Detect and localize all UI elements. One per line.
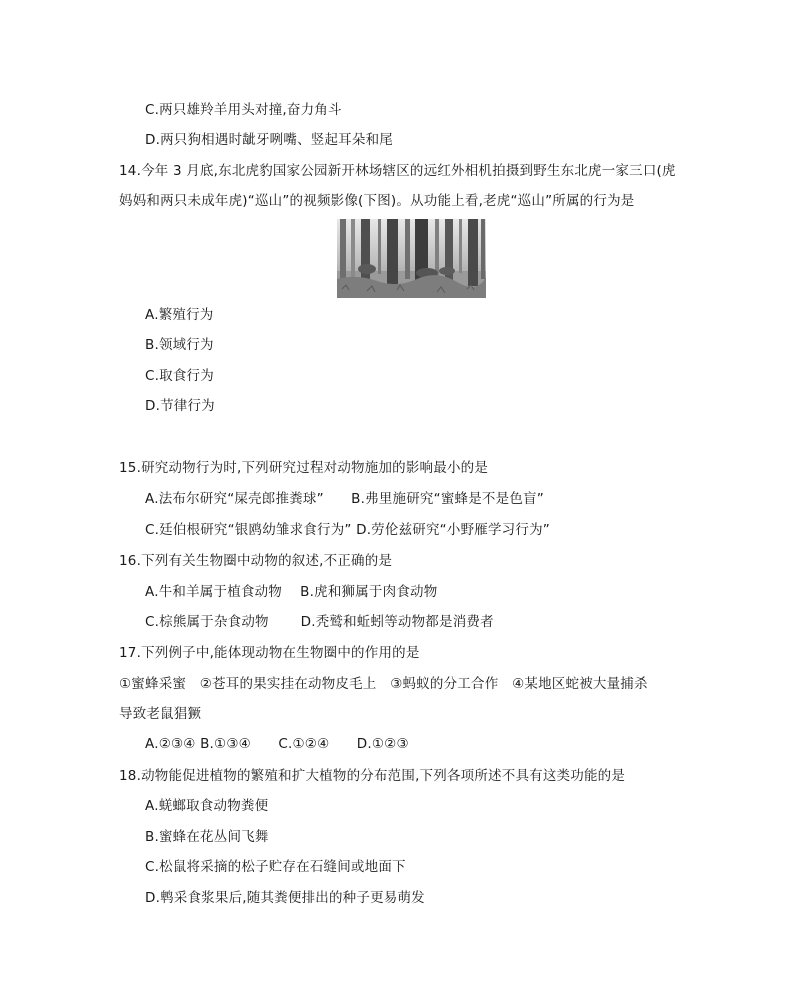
q14-option-d: D.节律行为 [145,398,215,414]
q17-stem: 17.下列例子中,能体现动物在生物圈中的作用的是 [119,645,420,661]
q16-options-cd: C.棕熊属于杂食动物 D.秃鹫和蚯蚓等动物都是消费者 [145,614,494,630]
q15-options-ab: A.法布尔研究“屎壳郎推粪球” B.弗里施研究“蜜蜂是不是色盲” [145,491,544,507]
tiger-patrol-photo [337,219,486,298]
q18-option-b: B.蜜蜂在花丛间飞舞 [145,829,269,845]
q18-option-d: D.鹎采食浆果后,随其粪便排出的种子更易萌发 [145,890,425,906]
q17-options: A.②③④ B.①③④ C.①②④ D.①②③ [145,736,409,752]
q18-option-c: C.松鼠将采摘的松子贮存在石缝间或地面下 [145,859,406,875]
q15-stem: 15.研究动物行为时,下列研究过程对动物施加的影响最小的是 [119,460,489,476]
q17-items-line2: 导致老鼠猖獗 [119,706,202,722]
q14-stem-line1: 14.今年 3 月底,东北虎豹国家公园新开林场辖区的远红外相机拍摄到野生东北虎一家三口(虎 [119,163,676,179]
q18-option-a: A.蜣螂取食动物粪便 [145,798,269,814]
q13-option-c: C.两只雄羚羊用头对撞,奋力角斗 [145,102,342,118]
q14-stem-line2: 妈妈和两只未成年虎)“巡山”的视频影像(下图)。从功能上看,老虎“巡山”所属的行为是 [119,193,635,209]
q16-stem: 16.下列有关生物圈中动物的叙述,不正确的是 [119,553,393,569]
q18-stem: 18.动物能促进植物的繁殖和扩大植物的分布范围,下列各项所述不具有这类功能的是 [119,768,626,784]
q13-option-d: D.两只狗相遇时龇牙咧嘴、竖起耳朵和尾 [145,132,393,148]
q14-option-a: A.繁殖行为 [145,307,214,323]
q16-options-ab: A.牛和羊属于植食动物 B.虎和狮属于肉食动物 [145,584,438,600]
q15-options-cd: C.廷伯根研究“银鸥幼雏求食行为” D.劳伦兹研究“小野雁学习行为” [145,522,550,538]
q14-option-b: B.领域行为 [145,337,214,353]
q17-items-line1: ①蜜蜂采蜜 ②苍耳的果实挂在动物皮毛上 ③蚂蚁的分工合作 ④某地区蛇被大量捕杀 [119,676,648,692]
q14-option-c: C.取食行为 [145,368,214,384]
